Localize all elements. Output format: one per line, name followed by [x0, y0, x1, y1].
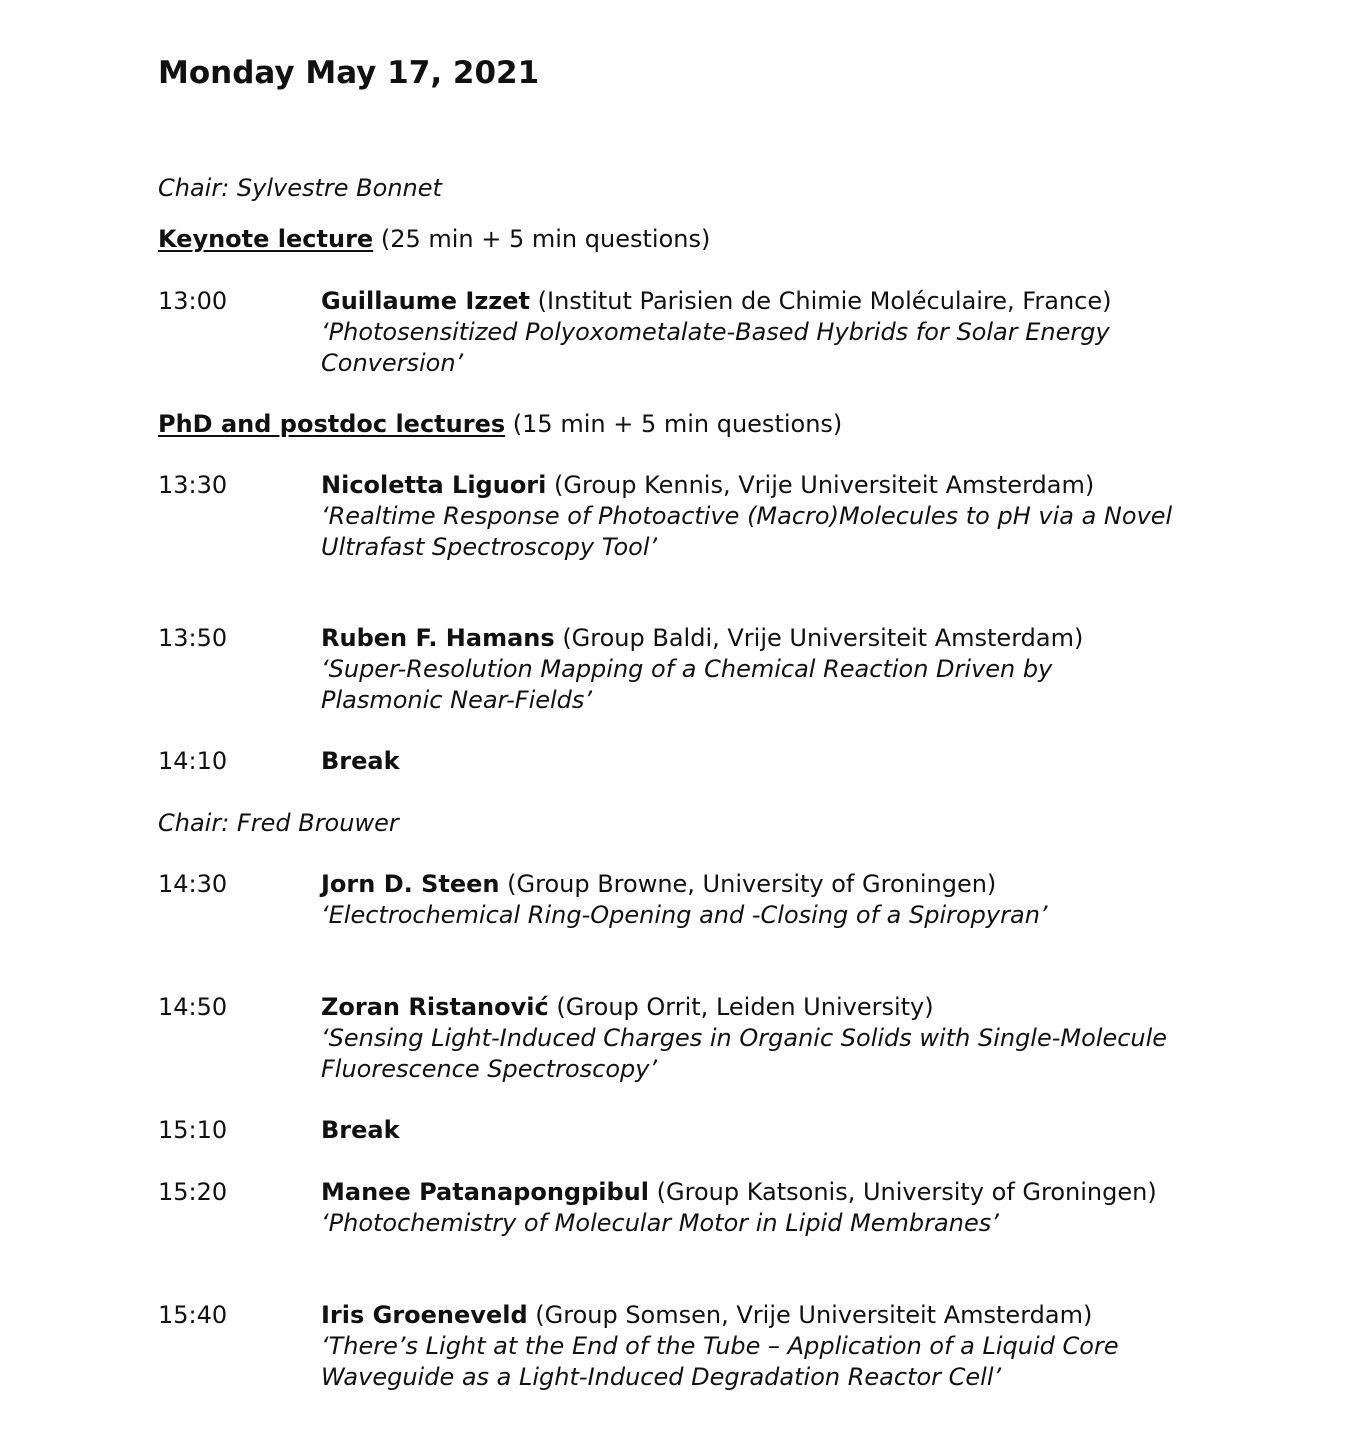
speaker-name: Ruben F. Hamans [321, 624, 555, 652]
session-chair: Chair: Sylvestre Bonnet [158, 174, 442, 202]
section-heading-keynote [158, 224, 710, 255]
entry-time: 14:50 [158, 993, 228, 1021]
break-label: Break [321, 1116, 400, 1144]
entry-body [321, 992, 1181, 1085]
entry-time: 15:20 [158, 1178, 228, 1206]
speaker-name: Manee Patanapongpibul [321, 1178, 649, 1206]
entry-body [321, 470, 1181, 563]
talk-title: ‘Photosensitized Polyoxometalate-Based Hybrids for Solar Energy Conversion’ [321, 318, 1110, 377]
speaker-affiliation: (Group Browne, University of Groningen) [507, 870, 997, 898]
talk-title: ‘Electrochemical Ring-Opening and -Closing of a Spiropyran’ [321, 901, 1048, 929]
entry-body [321, 1115, 1181, 1146]
section-heading-phd-postdoc [158, 409, 842, 440]
speaker-affiliation: (Group Katsonis, University of Groningen) [656, 1178, 1157, 1206]
talk-title: ‘There’s Light at the End of the Tube – Application of a Liquid Core Waveguide as a Light-Induced Degradation Reactor Cell’ [321, 1332, 1119, 1391]
speaker-affiliation: (Group Baldi, Vrije Universiteit Amsterdam) [562, 624, 1084, 652]
entry-time: 15:10 [158, 1116, 228, 1144]
speaker-affiliation: (Institut Parisien de Chimie Moléculaire, France) [537, 287, 1112, 315]
speaker-name: Nicoletta Liguori [321, 471, 547, 499]
entry-time: 14:30 [158, 870, 228, 898]
entry-time: 13:30 [158, 471, 228, 499]
speaker-affiliation: (Group Kennis, Vrije Universiteit Amsterdam) [554, 471, 1095, 499]
talk-title: ‘Super-Resolution Mapping of a Chemical Reaction Driven by Plasmonic Near-Fields’ [321, 655, 1053, 714]
talk-title: ‘Sensing Light-Induced Charges in Organic Solids with Single-Molecule Fluorescence Spectroscopy’ [321, 1024, 1168, 1083]
entry-time: 15:40 [158, 1301, 228, 1329]
session-chair: Chair: Fred Brouwer [158, 809, 399, 837]
speaker-name: Guillaume Izzet [321, 287, 531, 315]
entry-body [321, 1177, 1181, 1239]
speaker-name: Iris Groeneveld [321, 1301, 528, 1329]
entry-time: 13:00 [158, 287, 228, 315]
entry-body [321, 286, 1181, 379]
entry-body [321, 1300, 1181, 1393]
speaker-affiliation: (Group Somsen, Vrije Universiteit Amsterdam) [535, 1301, 1093, 1329]
speaker-affiliation: (Group Orrit, Leiden University) [556, 993, 934, 1021]
entry-body [321, 623, 1181, 716]
entry-body [321, 869, 1181, 931]
talk-title: ‘Photochemistry of Molecular Motor in Lipid Membranes’ [321, 1209, 999, 1237]
section-heading-title: Keynote lecture [158, 225, 374, 253]
talk-title: ‘Realtime Response of Photoactive (Macro)Molecules to pH via a Novel Ultrafast Spectroscopy Tool’ [321, 502, 1173, 561]
program-date-heading: Monday May 17, 2021 [158, 55, 540, 91]
speaker-name: Zoran Ristanović [321, 993, 549, 1021]
break-label: Break [321, 747, 400, 775]
speaker-name: Jorn D. Steen [321, 870, 500, 898]
section-heading-detail: (15 min + 5 min questions) [512, 410, 843, 438]
entry-time: 14:10 [158, 747, 228, 775]
entry-time: 13:50 [158, 624, 228, 652]
entry-body [321, 746, 1181, 777]
section-heading-detail: (25 min + 5 min questions) [380, 225, 711, 253]
section-heading-title: PhD and postdoc lectures [158, 410, 506, 438]
